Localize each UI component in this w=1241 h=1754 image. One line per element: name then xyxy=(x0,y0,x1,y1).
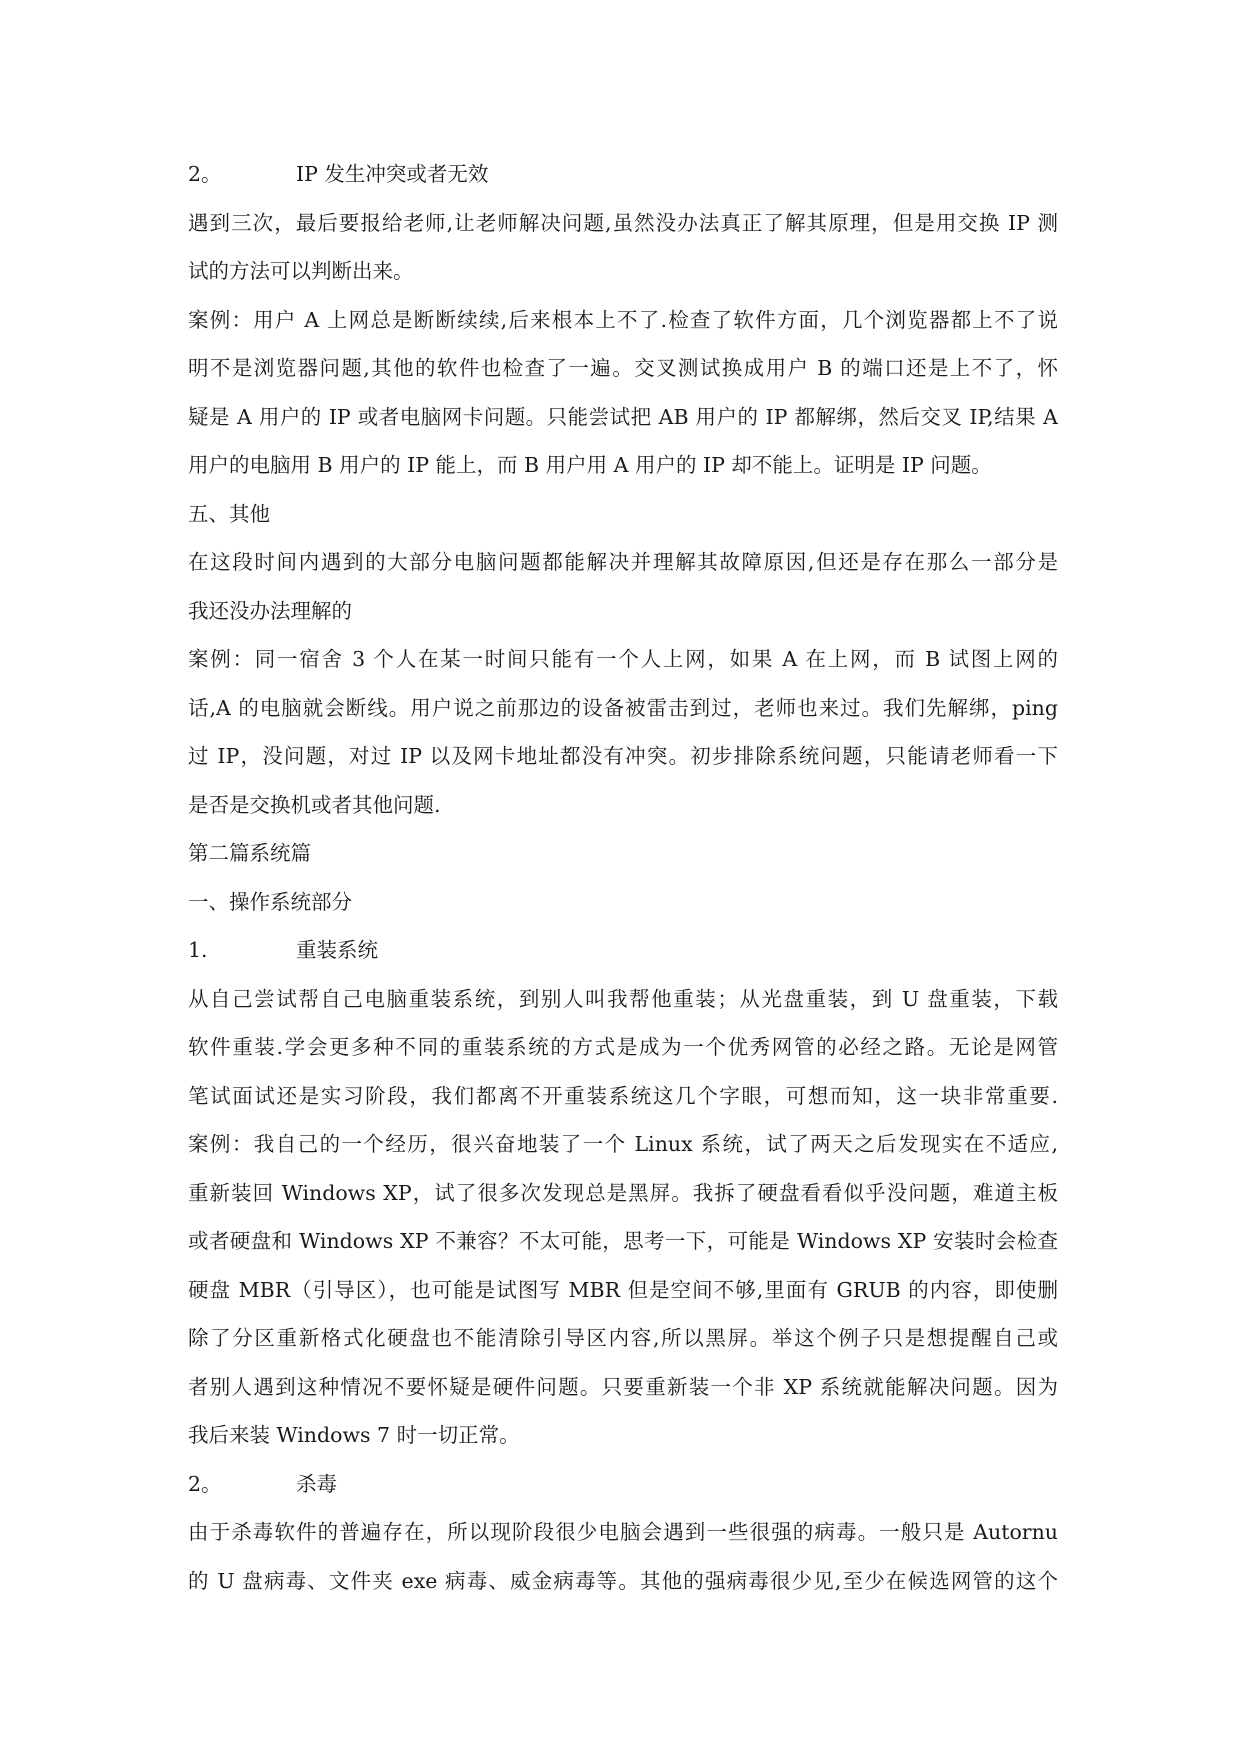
subheading-antivirus xyxy=(188,1460,1058,1509)
paragraph-line: 者别人遇到这种情况不要怀疑是硬件问题。只要重新装一个非 XP 系统就能解决问题。因为 xyxy=(188,1374,1058,1399)
paragraph-line: 遇到三次，最后要报给老师,让老师解决问题,虽然没办法真正了解其原理，但是用交换 IP 测 xyxy=(188,210,1058,235)
list-number: 2。 xyxy=(188,1471,222,1496)
subheading-text: IP 发生冲突或者无效 xyxy=(296,162,489,186)
paragraph-line: 是否是交换机或者其他问题. xyxy=(188,792,441,817)
paragraph-line: 疑是 A 用户的 IP 或者电脑网卡问题。只能尝试把 AB 用户的 IP 都解绑，然后交叉 IP,结果 A xyxy=(188,404,1058,429)
paragraph-line: 案例：同一宿舍 3 个人在某一时间只能有一个人上网，如果 A 在上网，而 B 试图上网的 xyxy=(188,647,1058,671)
subheading-reinstall xyxy=(188,926,1058,975)
paragraph-line: 或者硬盘和 Windows XP 不兼容？不太可能，思考一下，可能是 Windows XP 安装时会检查 xyxy=(188,1229,1058,1253)
section-heading-os: 一、操作系统部分 xyxy=(188,889,352,914)
paragraph-line: 在这段时间内遇到的大部分电脑问题都能解决并理解其故障原因,但还是存在那么一部分是 xyxy=(188,550,1058,574)
paragraph-line: 试的方法可以判断出来。 xyxy=(188,259,414,283)
section-heading-other: 五、其他 xyxy=(188,501,270,526)
paragraph-line: 笔试面试还是实习阶段，我们都离不开重装系统这几个字眼，可想而知，这一块非常重要. xyxy=(188,1083,1058,1108)
paragraph-line: 的 U 盘病毒、文件夹 exe 病毒、威金病毒等。其他的强病毒很少见,至少在候选网管的这个 xyxy=(188,1568,1058,1593)
paragraph-line: 软件重装.学会更多种不同的重装系统的方式是成为一个优秀网管的必经之路。无论是网管 xyxy=(188,1035,1058,1059)
paragraph-line: 由于杀毒软件的普遍存在，所以现阶段很少电脑会遇到一些很强的病毒。一般只是 Autornu xyxy=(188,1520,1058,1544)
paragraph-line: 我后来装 Windows 7 时一切正常。 xyxy=(188,1423,520,1447)
paragraph-line: 用户的电脑用 B 用户的 IP 能上，而 B 用户用 A 用户的 IP 却不能上。证明是 IP 问题。 xyxy=(188,453,992,477)
paragraph-line: 我还没办法理解的 xyxy=(188,598,352,623)
subheading-text: 重装系统 xyxy=(296,938,378,962)
subheading-ip-conflict xyxy=(188,150,1058,199)
list-number: 2。 xyxy=(188,162,222,186)
paragraph-line: 从自己尝试帮自己电脑重装系统，到别人叫我帮他重装；从光盘重装，到 U 盘重装，下载 xyxy=(188,986,1058,1011)
list-number: 1. xyxy=(188,938,208,962)
paragraph-line: 除了分区重新格式化硬盘也不能清除引导区内容,所以黑屏。举这个例子只是想提醒自己或 xyxy=(188,1326,1058,1350)
paragraph-line: 明不是浏览器问题,其他的软件也检查了一遍。交叉测试换成用户 B 的端口还是上不了，怀 xyxy=(188,356,1058,380)
chapter-heading-system: 第二篇系统篇 xyxy=(188,841,311,865)
subheading-text: 杀毒 xyxy=(296,1471,337,1496)
paragraph-line: 重新装回 Windows XP，试了很多次发现总是黑屏。我拆了硬盘看看似乎没问题，难道主板 xyxy=(188,1180,1058,1205)
paragraph-line: 案例：用户 A 上网总是断断续续,后来根本上不了.检查了软件方面，几个浏览器都上不了说 xyxy=(188,307,1058,332)
paragraph-line: 硬盘 MBR（引导区），也可能是试图写 MBR 但是空间不够,里面有 GRUB 的内容，即使删 xyxy=(188,1277,1058,1302)
paragraph-line: 过 IP，没问题，对过 IP 以及网卡地址都没有冲突。初步排除系统问题，只能请老师看一下 xyxy=(188,744,1058,768)
paragraph-line: 话,A 的电脑就会断线。用户说之前那边的设备被雷击到过，老师也来过。我们先解绑，ping xyxy=(188,695,1058,720)
document-body xyxy=(188,150,1058,1605)
paragraph-line: 案例：我自己的一个经历，很兴奋地装了一个 Linux 系统，试了两天之后发现实在不适应, xyxy=(188,1132,1058,1156)
